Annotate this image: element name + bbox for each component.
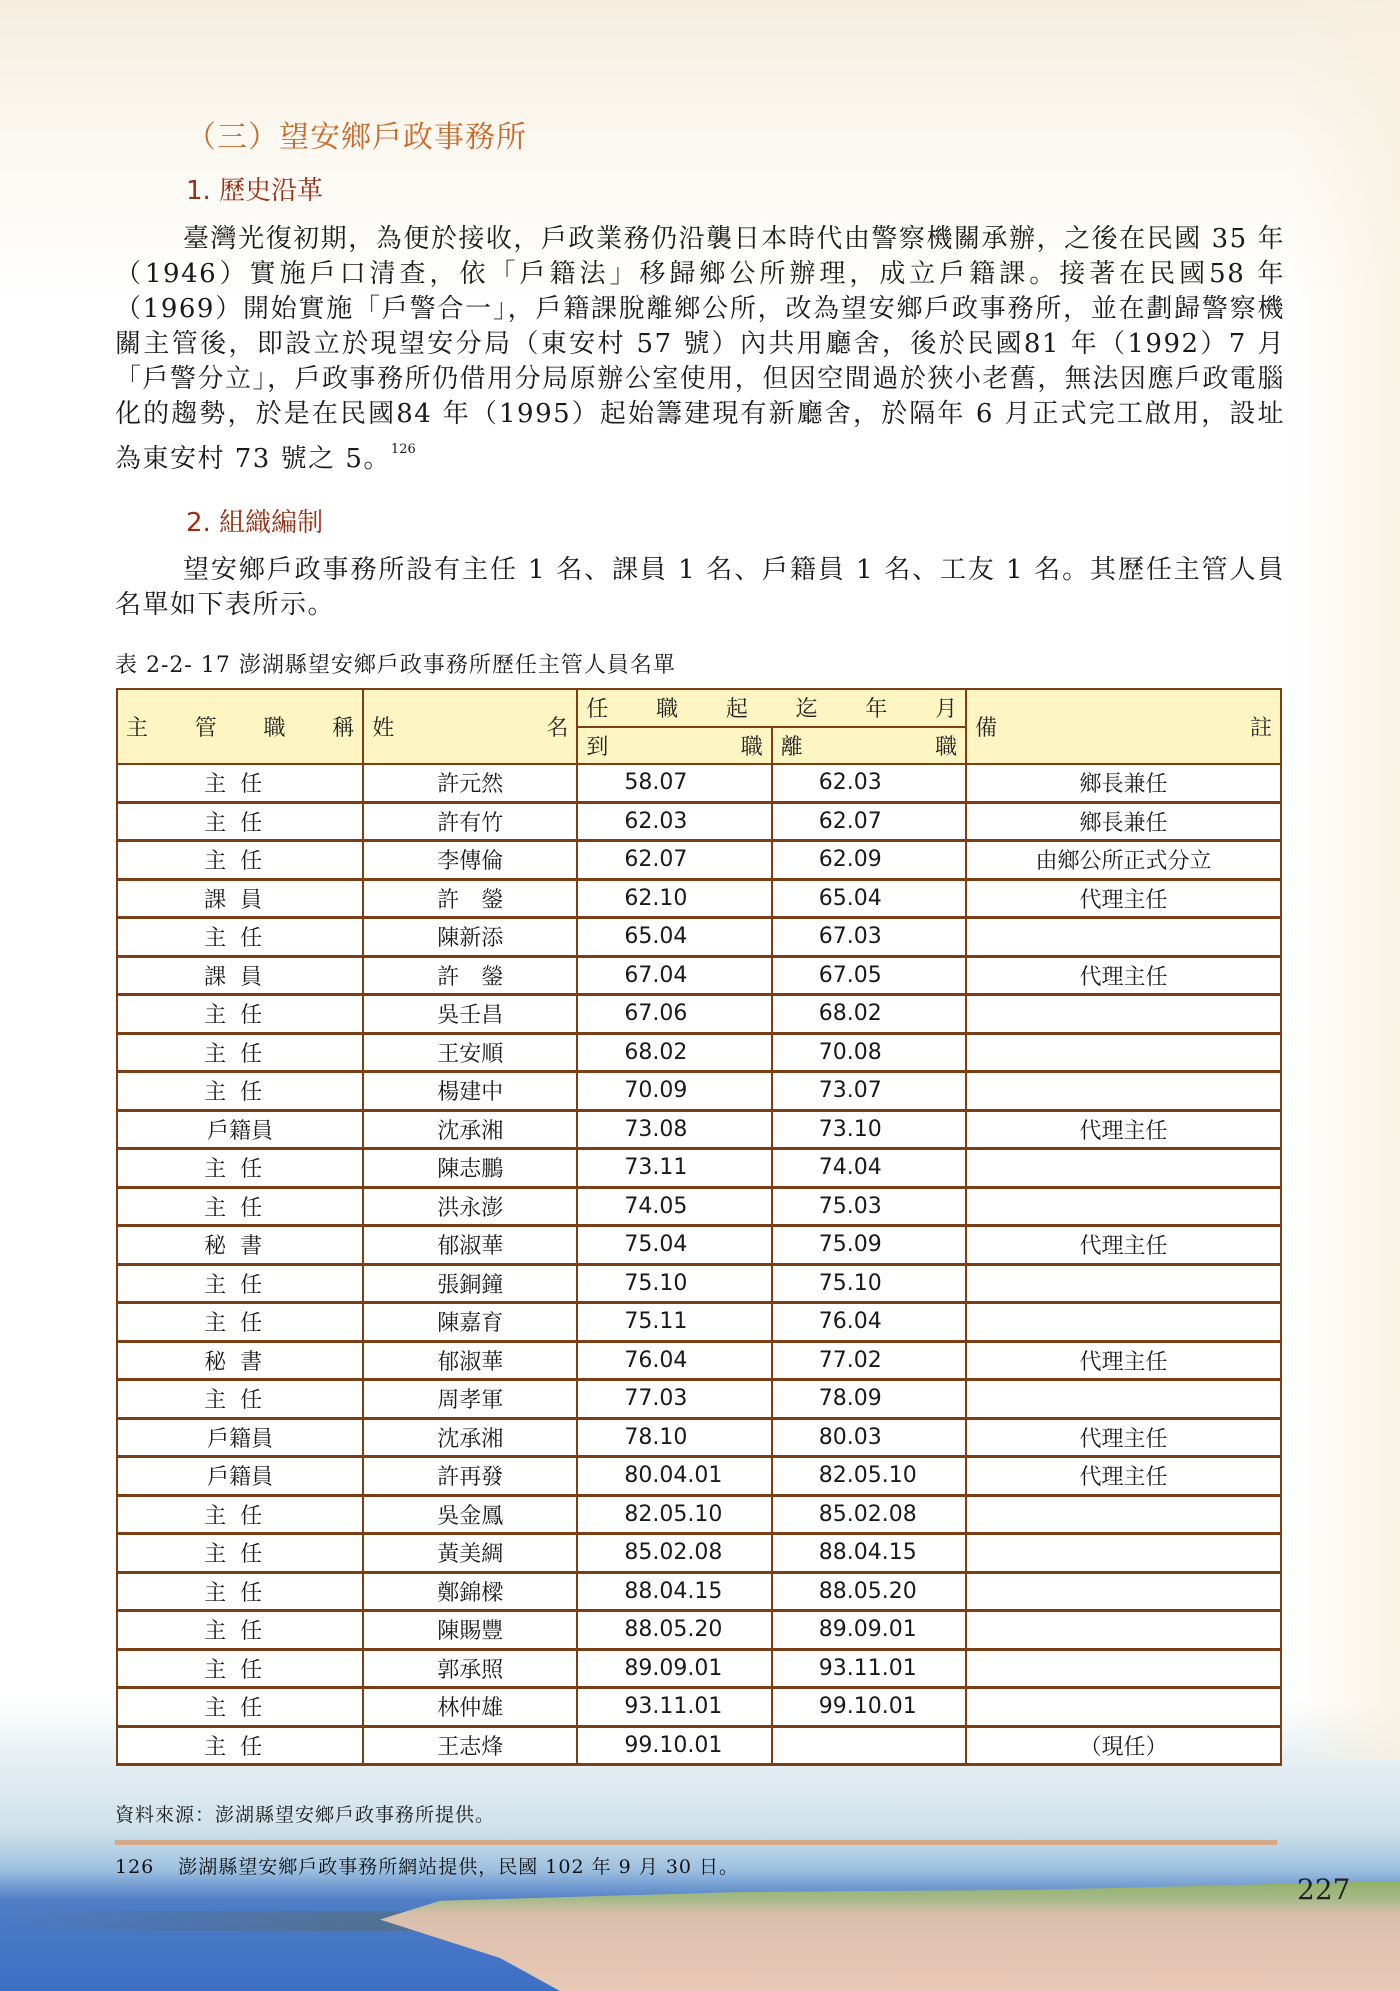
cell-note: 代理主任 [966, 1457, 1281, 1496]
cell-name: 張銅鐘 [363, 1264, 577, 1303]
cell-note: 由鄉公所正式分立 [966, 841, 1281, 880]
supervisor-roster-table [116, 688, 1282, 1766]
cell-name: 沈承湘 [363, 1418, 577, 1457]
cell-end-date: 65.04 [772, 879, 966, 918]
cell-note [966, 1380, 1281, 1419]
cell-end-date: 77.02 [772, 1341, 966, 1380]
cell-start-date: 58.07 [577, 764, 771, 802]
cell-end-date: 73.10 [772, 1110, 966, 1149]
table-row [117, 1534, 1281, 1573]
cell-end-date: 73.07 [772, 1072, 966, 1111]
cell-start-date: 77.03 [577, 1380, 771, 1419]
table-caption: 表 2-2- 17 澎湖縣望安鄉戶政事務所歷任主管人員名單 [115, 653, 676, 678]
cell-note: 代理主任 [966, 1110, 1281, 1149]
header-title-label: 主 管 職 稱 [126, 716, 355, 741]
cell-start-date: 93.11.01 [577, 1688, 771, 1727]
cell-title: 主任 [117, 1572, 363, 1611]
footnote-divider [115, 1840, 1277, 1845]
cell-name: 王安順 [363, 1033, 577, 1072]
cell-title: 戶籍員 [117, 1110, 363, 1149]
table-row [117, 1611, 1281, 1650]
table-row [117, 956, 1281, 995]
header-tenure [577, 689, 966, 727]
table-row [117, 802, 1281, 841]
table-row [117, 1226, 1281, 1265]
cell-title: 主任 [117, 1149, 363, 1188]
cell-name: 許元然 [363, 764, 577, 802]
cell-start-date: 65.04 [577, 918, 771, 957]
cell-end-date: 68.02 [772, 995, 966, 1034]
table-row [117, 1264, 1281, 1303]
cell-name: 王志烽 [363, 1726, 577, 1765]
table-row [117, 1187, 1281, 1226]
table-row [117, 1418, 1281, 1457]
cell-start-date: 67.06 [577, 995, 771, 1034]
cell-end-date: 76.04 [772, 1303, 966, 1342]
cell-start-date: 75.04 [577, 1226, 771, 1265]
table-row [117, 841, 1281, 880]
table-row [117, 1072, 1281, 1111]
header-end-label: 離 職 [780, 734, 958, 760]
cell-start-date: 89.09.01 [577, 1649, 771, 1688]
roster-body [117, 764, 1281, 1765]
cell-note [966, 1495, 1281, 1534]
footnote-number: 126 [115, 1856, 155, 1878]
cell-title: 主任 [117, 841, 363, 880]
table-row [117, 1380, 1281, 1419]
header-name [363, 689, 577, 764]
cell-name: 楊建中 [363, 1072, 577, 1111]
cell-title: 主任 [117, 802, 363, 841]
cell-name: 許 鎣 [363, 879, 577, 918]
cell-start-date: 78.10 [577, 1418, 771, 1457]
cell-name: 許再發 [363, 1457, 577, 1496]
history-paragraph [115, 222, 1285, 477]
cell-note [966, 1611, 1281, 1650]
cell-end-date: 88.05.20 [772, 1572, 966, 1611]
cell-start-date: 62.10 [577, 879, 771, 918]
cell-end-date: 75.10 [772, 1264, 966, 1303]
cell-name: 周孝軍 [363, 1380, 577, 1419]
table-row [117, 918, 1281, 957]
organization-heading: 2. 組織編制 [186, 508, 324, 538]
cell-name: 郁淑華 [363, 1226, 577, 1265]
page-edge-decoration [1290, 0, 1400, 1760]
header-note-label: 備 註 [975, 716, 1272, 741]
cell-start-date: 88.04.15 [577, 1572, 771, 1611]
cell-title: 課員 [117, 879, 363, 918]
table-row [117, 764, 1281, 802]
cell-start-date: 80.04.01 [577, 1457, 771, 1496]
footnote [115, 1852, 739, 1879]
cell-note [966, 995, 1281, 1034]
cell-title: 主任 [117, 1380, 363, 1419]
cell-title: 主任 [117, 1072, 363, 1111]
table-row [117, 1649, 1281, 1688]
cell-end-date: 75.03 [772, 1187, 966, 1226]
cell-title: 主任 [117, 1611, 363, 1650]
cell-name: 許 鎣 [363, 956, 577, 995]
cell-start-date: 70.09 [577, 1072, 771, 1111]
cell-name: 陳嘉育 [363, 1303, 577, 1342]
cell-end-date: 75.09 [772, 1226, 966, 1265]
cell-title: 主任 [117, 1726, 363, 1765]
cell-end-date: 99.10.01 [772, 1688, 966, 1727]
cell-end-date: 62.07 [772, 802, 966, 841]
cell-note [966, 1264, 1281, 1303]
cell-name: 陳志鵬 [363, 1149, 577, 1188]
cell-note [966, 1649, 1281, 1688]
table-row [117, 1033, 1281, 1072]
cell-title: 主任 [117, 918, 363, 957]
cell-title: 秘書 [117, 1341, 363, 1380]
table-row [117, 995, 1281, 1034]
cell-note [966, 1572, 1281, 1611]
history-text: 臺灣光復初期，為便於接收，戶政業務仍沿襲日本時代由警察機關承辦，之後在民國 35 年（1946）實施戶口清查，依「戶籍法」移歸鄉公所辦理，成立戶籍課。接著在民國58 年（1969）開始實施「戶警合一」，戶籍課脫離鄉公所，改為望安鄉戶政事務所，並在劃歸警察機關主管後，即設立於現望安分局（東安村 57 號）內共用廳舍，後於民國81 年（1992）7 月「戶警分立」，戶政事務所仍借用分局原辦公室使用，但因空間過於狹小老舊，無法因應戶政電腦化的趨勢，於是在民國84 年（1995）起始籌建現有新廳舍，於隔年 6 月正式完工啟用，設址為東安村 73 號之 5。 [115, 224, 1286, 474]
cell-name: 吳壬昌 [363, 995, 577, 1034]
cell-name: 林仲雄 [363, 1688, 577, 1727]
table-row [117, 1303, 1281, 1342]
organization-paragraph: 望安鄉戶政事務所設有主任 1 名、課員 1 名、戶籍員 1 名、工友 1 名。其歷任主管人員名單如下表所示。 [115, 555, 1285, 620]
cell-note: 代理主任 [966, 956, 1281, 995]
cell-name: 郁淑華 [363, 1341, 577, 1380]
cell-title: 主任 [117, 1688, 363, 1727]
cell-start-date: 67.04 [577, 956, 771, 995]
table-source: 資料來源：澎湖縣望安鄉戶政事務所提供。 [115, 1804, 496, 1826]
cell-name: 陳賜豐 [363, 1611, 577, 1650]
table-row [117, 1572, 1281, 1611]
cell-end-date: 85.02.08 [772, 1495, 966, 1534]
cell-title: 戶籍員 [117, 1457, 363, 1496]
table-row [117, 1110, 1281, 1149]
footnote-ref[interactable]: 126 [390, 442, 416, 457]
cell-end-date: 78.09 [772, 1380, 966, 1419]
cell-note: （現任） [966, 1726, 1281, 1765]
cell-name: 陳新添 [363, 918, 577, 957]
table-row [117, 879, 1281, 918]
section-title: （三）望安鄉戶政事務所 [186, 120, 527, 155]
cell-end-date: 89.09.01 [772, 1611, 966, 1650]
cell-note [966, 1534, 1281, 1573]
cell-name: 洪永澎 [363, 1187, 577, 1226]
cell-end-date: 93.11.01 [772, 1649, 966, 1688]
header-name-label: 姓 名 [372, 716, 569, 741]
table-row [117, 1726, 1281, 1765]
cell-end-date: 74.04 [772, 1149, 966, 1188]
cell-end-date: 88.04.15 [772, 1534, 966, 1573]
cell-title: 戶籍員 [117, 1418, 363, 1457]
cell-note: 代理主任 [966, 1226, 1281, 1265]
cell-title: 主任 [117, 1649, 363, 1688]
cell-note [966, 1072, 1281, 1111]
cell-title: 秘書 [117, 1226, 363, 1265]
cell-start-date: 74.05 [577, 1187, 771, 1226]
cell-start-date: 62.03 [577, 802, 771, 841]
header-note [966, 689, 1281, 764]
cell-title: 主任 [117, 1303, 363, 1342]
cell-note: 代理主任 [966, 1418, 1281, 1457]
cell-note: 代理主任 [966, 1341, 1281, 1380]
cell-title: 主任 [117, 1033, 363, 1072]
table-row [117, 1688, 1281, 1727]
header-tenure-label: 任 職 起 迄 年 月 [586, 697, 958, 723]
cell-title: 主任 [117, 1264, 363, 1303]
cell-start-date: 62.07 [577, 841, 771, 880]
cell-note: 鄉長兼任 [966, 764, 1281, 802]
cell-title: 課員 [117, 956, 363, 995]
cell-start-date: 73.11 [577, 1149, 771, 1188]
history-heading: 1. 歷史沿革 [186, 176, 324, 206]
cell-title: 主任 [117, 764, 363, 802]
cell-name: 沈承湘 [363, 1110, 577, 1149]
cell-note [966, 1187, 1281, 1226]
cell-title: 主任 [117, 995, 363, 1034]
cell-start-date: 73.08 [577, 1110, 771, 1149]
cell-note [966, 1149, 1281, 1188]
cell-note [966, 1033, 1281, 1072]
cell-start-date: 76.04 [577, 1341, 771, 1380]
beach-land [200, 1881, 1400, 1991]
cell-end-date: 62.03 [772, 764, 966, 802]
cell-name: 鄭錦樑 [363, 1572, 577, 1611]
header-start [577, 727, 771, 765]
cell-start-date: 82.05.10 [577, 1495, 771, 1534]
cell-title: 主任 [117, 1187, 363, 1226]
cell-note: 鄉長兼任 [966, 802, 1281, 841]
cell-title: 主任 [117, 1534, 363, 1573]
cell-note [966, 918, 1281, 957]
cell-name: 郭承照 [363, 1649, 577, 1688]
table-row [117, 1149, 1281, 1188]
cell-start-date: 99.10.01 [577, 1726, 771, 1765]
cell-name: 黃美綢 [363, 1534, 577, 1573]
cell-name: 吳金鳳 [363, 1495, 577, 1534]
cell-start-date: 75.10 [577, 1264, 771, 1303]
cell-name: 許有竹 [363, 802, 577, 841]
cell-start-date: 88.05.20 [577, 1611, 771, 1650]
page-number: 227 [1297, 1873, 1351, 1906]
cell-start-date: 68.02 [577, 1033, 771, 1072]
footnote-text: 澎湖縣望安鄉戶政事務所網站提供，民國 102 年 9 月 30 日。 [178, 1856, 740, 1878]
header-start-label: 到 職 [586, 734, 763, 760]
cell-start-date: 85.02.08 [577, 1534, 771, 1573]
table-row [117, 1457, 1281, 1496]
cell-note [966, 1303, 1281, 1342]
table-row [117, 1341, 1281, 1380]
table-row [117, 1495, 1281, 1534]
cell-title: 主任 [117, 1495, 363, 1534]
cell-end-date [772, 1726, 966, 1765]
cell-end-date: 67.03 [772, 918, 966, 957]
cell-note: 代理主任 [966, 879, 1281, 918]
cell-note [966, 1688, 1281, 1727]
cell-end-date: 62.09 [772, 841, 966, 880]
header-end [772, 727, 966, 765]
cell-end-date: 70.08 [772, 1033, 966, 1072]
cell-start-date: 75.11 [577, 1303, 771, 1342]
cell-end-date: 82.05.10 [772, 1457, 966, 1496]
cell-name: 李傳倫 [363, 841, 577, 880]
cell-end-date: 80.03 [772, 1418, 966, 1457]
header-title [117, 689, 363, 764]
cell-end-date: 67.05 [772, 956, 966, 995]
